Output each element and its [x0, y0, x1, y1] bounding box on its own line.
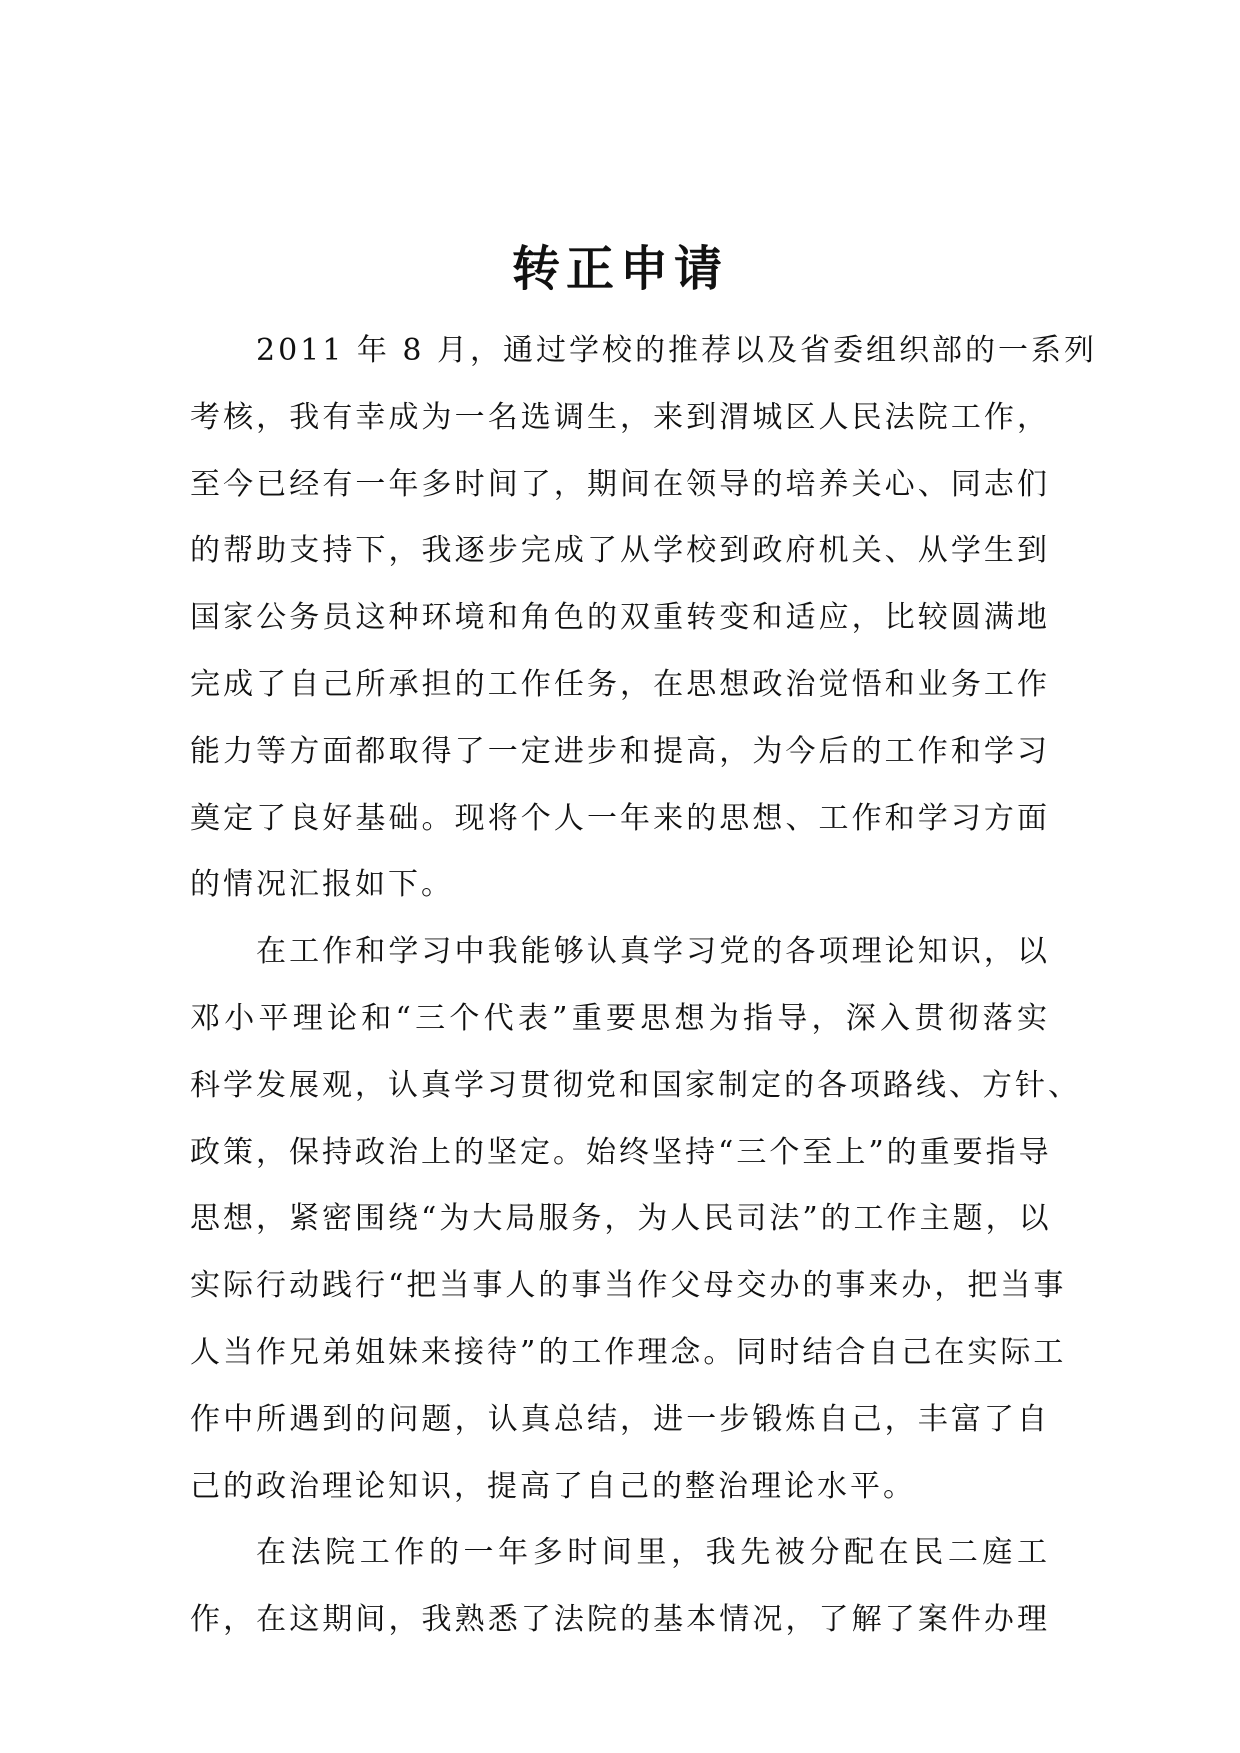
paragraph-2-line-9: 己的政治理论知识，提高了自己的整治理论水平。 — [190, 1468, 916, 1504]
paragraph-1-line-8: 奠定了良好基础。现将个人一年来的思想、工作和学习方面 — [190, 800, 1050, 836]
paragraph-1-line-4: 的帮助支持下，我逐步完成了从学校到政府机关、从学生到 — [190, 533, 1050, 569]
document-title: 转正申请 — [511, 241, 728, 297]
paragraph-2-line-8: 作中所遇到的问题，认真总结，进一步锻炼自己，丰富了自 — [190, 1401, 1050, 1437]
paragraph-3-line-2: 作，在这期间，我熟悉了法院的基本情况，了解了案件办理 — [190, 1602, 1050, 1638]
paragraph-2-line-2: 邓小平理论和“三个代表”重要思想为指导，深入贯彻落实 — [190, 1000, 1050, 1036]
paragraph-2-line-4: 政策，保持政治上的坚定。始终坚持“三个至上”的重要指导 — [190, 1134, 1052, 1170]
paragraph-2-line-5: 思想，紧密围绕“为大局服务，为人民司法”的工作主题，以 — [190, 1201, 1052, 1237]
paragraph-1-line-5: 国家公务员这种环境和角色的双重转变和适应，比较圆满地 — [190, 600, 1050, 636]
paragraph-2-line-6: 实际行动践行“把当事人的事当作父母交办的事来办，把当事 — [190, 1268, 1067, 1304]
paragraph-1-line-2: 考核，我有幸成为一名选调生，来到渭城区人民法院工作， — [190, 399, 1050, 435]
paragraph-2-line-3: 科学发展观，认真学习贯彻党和国家制定的各项路线、方针、 — [190, 1067, 1081, 1103]
paragraph-1-line-3: 至今已经有一年多时间了，期间在领导的培养关心、同志们 — [190, 466, 1050, 502]
paragraph-1-line-6: 完成了自己所承担的工作任务，在思想政治觉悟和业务工作 — [190, 666, 1050, 702]
paragraph-1-line-1: 2011 年 8 月，通过学校的推荐以及省委组织部的一系列 — [256, 333, 1098, 368]
document-body — [190, 318, 1098, 1654]
paragraph-2-line-7: 人当作兄弟姐妹来接待”的工作理念。同时结合自己在实际工 — [190, 1334, 1067, 1370]
paragraph-1-line-7: 能力等方面都取得了一定进步和提高，为今后的工作和学习 — [190, 733, 1050, 769]
paragraph-2-line-1: 在工作和学习中我能够认真学习党的各项理论知识，以 — [256, 934, 1050, 970]
paragraph-3-line-1: 在法院工作的一年多时间里，我先被分配在民二庭工 — [256, 1535, 1050, 1571]
paragraph-1-line-9: 的情况汇报如下。 — [190, 867, 454, 903]
